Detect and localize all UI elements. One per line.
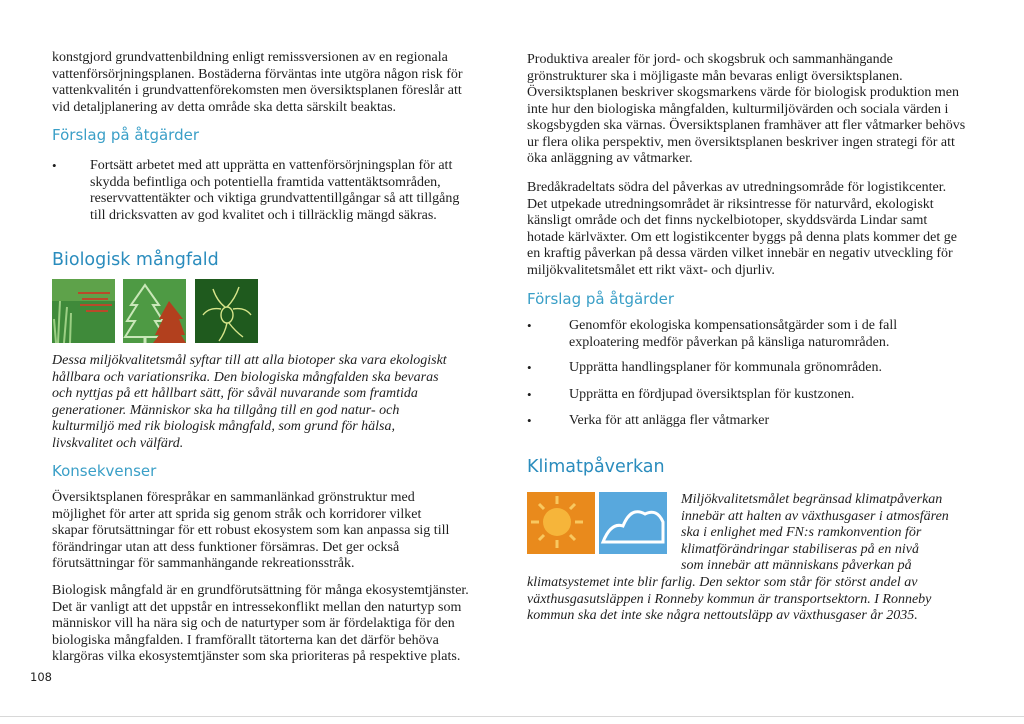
bullet-icon: •	[527, 360, 532, 375]
bullet-icon: •	[527, 386, 532, 402]
klimat-quote-line: innebär att halten av växthusgaser i atmosfären	[681, 508, 949, 524]
klimat-quote-line: Miljökvalitetsmålet begränsad klimatpåverkan	[681, 492, 943, 507]
klimat-quote-line: som innebär att människans påverkan på	[681, 558, 912, 573]
right-forslag-heading: Förslag på åtgärder	[527, 290, 674, 308]
bullet-icon: •	[527, 318, 532, 333]
list-item	[527, 318, 967, 351]
klimat-quote-wrapped	[681, 492, 971, 575]
konsekvenser-paragraph-2: Biologisk mångfald är en grundförutsättning för många ekosystemtjänster. Det är vanligt att det uppstår en intressekonflikt mellan den naturtyp som människor vill ha nära sig och de naturtyper som är fördelaktiga för den biologiska mångfalden. I framförallt tätorterna kan det därför behöva klargöras vilka ekosystemtjänster som ska prioriteras på respektive plats.	[52, 583, 469, 664]
right-paragraph-2: Bredåkradeltats södra del påverkas av utredningsområde för logistikcenter. Det utpekade utredningsområdet är riksintresse för naturvård, ekologiskt känsligt område och det finns nyckelbiotoper, skyddsvärda Lindar samt hotade kärlväxter. Om ett logistikcenter byggs på denna plats kommer det ge en kraftig påverkan på dessa värden vilket innebär en negativ utveckling för miljökvalitetsmålet ett rikt växt- och djurliv.	[527, 180, 957, 278]
bio-heading: Biologisk mångfald	[52, 250, 219, 270]
page-number: 108	[30, 670, 52, 684]
klimat-heading: Klimatpåverkan	[527, 457, 665, 477]
list-item-text: Verka för att anlägga fler våtmarker	[569, 413, 770, 428]
tree-forest-icon	[123, 279, 186, 343]
list-item-text: Fortsätt arbetet med att upprätta en vattenförsörjningsplan för att skydda befintliga och potentiella framtida vattentäktsområden, reservvattentäkter och viktiga grundvattentillgångar så att tillgång till dricksvatten av god kvalitet och i tillräcklig mängd säkras.	[90, 158, 460, 223]
list-item-text: Genomför ekologiska kompensationsåtgärder som i de fall exploatering medför påverkan på känsliga naturområden.	[569, 318, 898, 350]
page-footer-line	[0, 716, 1024, 717]
orchid-plant-icon	[195, 279, 258, 343]
wetland-icon	[52, 279, 115, 343]
right-forslag-list	[527, 318, 967, 430]
konsekvenser-heading: Konsekvenser	[52, 462, 157, 480]
bullet-icon: •	[52, 158, 57, 173]
klimat-quote-line: klimatförändringar stabiliseras på en nivå	[681, 541, 919, 557]
list-item	[52, 158, 472, 224]
list-item	[527, 387, 967, 404]
klimat-quote-rest: klimatsystemet inte blir farlig. Den sektor som står för störst andel av växthusgasutsläppen i Ronneby kommun är transportsektorn. I Ronneby kommun ska det inte ske några nettoutsläpp av växthusgaser år 2035.	[527, 575, 932, 623]
klimat-quote-line: ska i enlighet med FN:s ramkonvention för	[681, 525, 922, 540]
left-intro-paragraph: konstgjord grundvattenbildning enligt remissversionen av en regionala vattenförsörjningsplanen. Bostäderna förväntas inte utgöra någon risk för vattenkvalitén i grundvattenförekomsten men översiktsplanen föreslår att vid detaljplanering av detta område ska detta särskilt beaktas.	[52, 50, 463, 115]
list-item-text: Upprätta en fördjupad översiktsplan för kustzonen.	[569, 386, 855, 402]
left-forslag-heading: Förslag på åtgärder	[52, 126, 199, 144]
bio-quote: Dessa miljökvalitetsmål syftar till att alla biotoper ska vara ekologiskt hållbara och variationsrika. Den biologiska mångfalden ska bevaras och nyttjas på ett hållbart sätt, för såväl nuvarande som framtida generationer. Människor ska ha tillgång till en god natur- och kulturmiljö med rik biologisk mångfald, som grund för hälsa, livskvalitet och välfärd.	[52, 353, 447, 451]
bullet-icon: •	[527, 413, 532, 428]
konsekvenser-paragraph-1: Översiktsplanen förespråkar en sammanlänkad grönstruktur med möjlighet för arter att sprida sig genom stråk och korridorer vilket skapar förutsättningar för ett robust ekosystem som kan anpassa sig till förändringar utan att dess funktioner försämras. Det ger också förutsättningar för sammanhängande rekreationsstråk.	[52, 490, 450, 571]
right-paragraph-1: Produktiva arealer för jord- och skogsbruk och sammanhängande grönstrukturer ska i möjligaste mån bevaras enligt översiktsplanen. Översiktsplanen beskriver skogsmarkens värde för biologisk produktion men inte hur den biologiska mångfalden, kulturmiljövärden och sociala värden i skogsbygden ska värnas. Översiktsplanen framhäver att fler våtmarker behövs ur flera olika perspektiv, men översiktsplanen beskriver ingen strategi för att öka anläggning av våtmarker.	[527, 52, 966, 166]
list-item-text: Upprätta handlingsplaner för kommunala grönområden.	[569, 360, 882, 375]
left-forslag-list	[52, 158, 472, 224]
list-item	[527, 360, 967, 377]
list-item	[527, 413, 967, 430]
sun-climate-icon	[527, 492, 667, 554]
